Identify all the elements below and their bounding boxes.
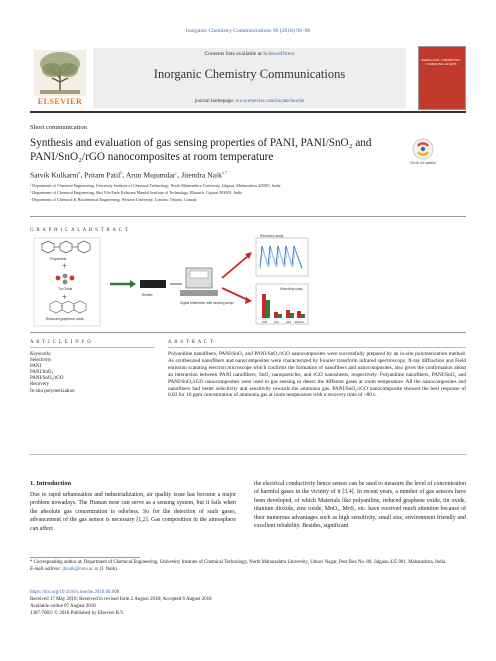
multimeter-icon bbox=[180, 268, 218, 296]
ga-label-polyaniline: Polyaniline bbox=[50, 257, 67, 261]
author-list: Satvik Kulkarni$^a$, Pritam Patil$^b$, Arun Mujumdar$^c$, Jitendra Naik$^{a,*}$ bbox=[30, 170, 228, 180]
contents-line bbox=[93, 51, 406, 57]
ga-plus-icon-2: + bbox=[62, 292, 68, 302]
ga-label-recovery: Recovery study bbox=[260, 234, 284, 238]
author-affiliation-mark[interactable]: a,* bbox=[221, 170, 228, 175]
keyword-item: Recovery bbox=[30, 382, 50, 388]
recovery-plot bbox=[256, 238, 308, 276]
ga-xtick: Ethanol bbox=[295, 321, 304, 324]
homepage-link[interactable]: www.elsevier.com/locate/inoche bbox=[235, 98, 305, 104]
abstract-text: Polyaniline nanofibers, PANI/SnO₂ and PANI/SnO₂/rGO nanocomposites were successfully prepared by an in-situ polymerization method. As synthesized nanofibers and nanocomposites were characterized by Fourier transform infrared spectroscopy, X-ray diffraction and Field emission scanning electron microscope which confirms the formation of nanofibers and nanocomposites, also gives the confirmation about an interaction between PANI nanofibers, SnO₂ nanoparticles, and rGO nanosheets, respectively. Polyaniline nanofibers, PANI/SnO₂ and PANI/SnO₂/rGO nanocomposites were used in gas sensing to detect the different gases at room temperature. All the nanocomposites and nanofibers had better selectivity and sensitivity towards the ammonia gas. PANI/SnO₂/rGO nanocomposite showed the best response of 0.83 for 10 ppm concentration of ammonia gas at room temperature with a recovery time of ~80 s. bbox=[168, 351, 466, 399]
ga-label-selectivity: Selectivity study bbox=[280, 287, 303, 291]
available-online: Available online 07 August 2018 bbox=[30, 604, 96, 610]
author-affiliation-mark[interactable]: b bbox=[120, 170, 123, 175]
keywords-block bbox=[30, 352, 75, 395]
keywords-label: Keywords: bbox=[30, 352, 52, 357]
title-line-2: PANI/SnO₂/rGO nanocomposites at room temperature bbox=[30, 151, 274, 163]
article-info-heading: A R T I C L E I N F O bbox=[30, 340, 92, 345]
affiliation-a: ᵃ Department of Chemical Engineering, University Institute of Chemical Technology, North Maharashtra University, Jalgaon, Maharashtra 425001, India bbox=[30, 183, 281, 188]
author-name[interactable]: Jitendra Naik bbox=[181, 170, 222, 180]
email-link[interactable]: jbnaik@nmu.ac.in bbox=[62, 566, 99, 572]
keyword-item: PANI/SnO₂/rGO bbox=[30, 376, 64, 382]
abstract-bottom-rule bbox=[30, 454, 466, 455]
affiliation-b: ᵇ Department of Chemical Engineering, Shri Vile Parle Kelavani Mandal Institute of Technology, Bharuch, Gujarat 392001, India bbox=[30, 190, 242, 195]
elsevier-wordmark: ELSEVIER bbox=[37, 97, 83, 106]
title-line-1: Synthesis and evaluation of gas sensing properties of PANI, PANI/SnO₂ and bbox=[30, 137, 372, 149]
check-for-updates-label: Check for updates bbox=[409, 161, 437, 165]
keyword-item: In-situ polymerization bbox=[30, 388, 75, 394]
introduction-column-1: Due to rapid urbanization and industrialization, air quality issue has become a major problem nowadays. The Human nose can serve as a sensing system, but it fails when the absolute gas concentration is odorless. So for the detection of such gases, advancement of the gas sensor is necessary [1,2]. Gas composition in the atmosphere can affect bbox=[30, 492, 236, 532]
ga-label-sensor: Emitter bbox=[142, 293, 153, 297]
author-name[interactable]: Pritam Patil bbox=[84, 170, 121, 180]
footnote-rule bbox=[30, 557, 140, 558]
doi-link[interactable]: https://doi.org/10.1016/j.inoche.2018.08.008 bbox=[30, 590, 120, 595]
ga-sensor-element bbox=[140, 280, 166, 288]
article-title bbox=[30, 136, 380, 164]
received-dates: Received 17 May 2018; Received in revised form 2 August 2018; Accepted 6 August 2018 bbox=[30, 597, 212, 603]
journal-cover-image[interactable] bbox=[418, 46, 466, 110]
author-affiliation-mark[interactable]: a bbox=[78, 170, 81, 175]
keyword-item: PANI bbox=[30, 364, 42, 370]
ga-label-tin-oxide: Tin Oxide bbox=[58, 287, 73, 291]
tin-oxide-structure bbox=[56, 274, 75, 285]
footnote-email-line bbox=[30, 567, 466, 574]
copyright-line: 1387-7003/ © 2018 Published by Elsevier B.V. bbox=[30, 611, 125, 617]
author-affiliation-mark[interactable]: c bbox=[175, 170, 178, 175]
abstract-rule bbox=[168, 347, 466, 348]
article-type: Short communication bbox=[30, 124, 87, 131]
homepage-prefix: journal homepage: bbox=[194, 98, 236, 104]
email-label: E-mail address: bbox=[30, 566, 63, 572]
article-info-divider bbox=[30, 332, 466, 333]
graphical-abstract-heading: G R A P H I C A L A B S T R A C T bbox=[30, 228, 129, 233]
header-divider bbox=[30, 111, 466, 113]
keyword-item: PANI/SnO₂ bbox=[30, 370, 54, 376]
contents-prefix: Contents lists available at bbox=[204, 51, 264, 57]
journal-homepage bbox=[93, 98, 406, 104]
author-name[interactable]: Satvik Kulkarni bbox=[30, 170, 79, 180]
ga-xtick: LPG bbox=[274, 321, 280, 324]
article-metadata bbox=[30, 589, 212, 617]
introduction-heading: 1. Introduction bbox=[30, 480, 72, 487]
journal-citation[interactable]: Inorganic Chemistry Communications 96 (2018) 90–96 bbox=[185, 28, 311, 34]
affiliation-c: ᶜ Department of Chemical & Biochemical Engineering, Western University, London, Ontario, Canada bbox=[30, 197, 197, 202]
keyword-item: Selectivity bbox=[30, 358, 52, 364]
graphical-abstract-figure[interactable] bbox=[30, 234, 460, 328]
ga-xtick: NH3 bbox=[262, 321, 268, 324]
ga-label-multimeter: Digital Multimeter with sensing setup bbox=[180, 301, 234, 305]
check-for-updates-icon[interactable] bbox=[412, 138, 434, 160]
footnote-text: * Corresponding author at: Department of Chemical Engineering, University Institute of Chemical Technology, North Maharashtra University, Umavi Nagar, Post Box No. 80, Jalgaon 425 001, Maharashtra, India. bbox=[30, 560, 447, 565]
journal-title[interactable]: Inorganic Chemistry Communications bbox=[153, 67, 346, 81]
corresponding-author-footnote bbox=[30, 560, 466, 573]
ga-label-rgo: Reduced graphene oxide bbox=[46, 317, 84, 321]
article-info-rule bbox=[30, 347, 155, 348]
introduction-column-2: the electrical conductivity hence sensor can be used to measure the level of concentration of harmful gases in the vicinity of it [3,4]. In recent years, a number of gas sensors have been developed, of which Materials like polyaniline, reduced graphene oxide, tin oxide, titanium dioxide, zinc oxide, MnO₂, MoS₂ etc. have received much attention because of their numerous advantages such as high sensitivity, small size, environment friendly and excellent reliability. Besides, significant bbox=[254, 481, 466, 530]
rgo-structure bbox=[50, 301, 86, 313]
email-suffix: (J. Naik). bbox=[98, 566, 118, 572]
cover-title-text: INORGANIC CHEMISTRY COMMUNICATIONS bbox=[421, 58, 461, 67]
ga-xtick: H2S bbox=[286, 321, 292, 324]
graphical-abstract-divider bbox=[30, 216, 466, 217]
abstract-heading: A B S T R A C T bbox=[168, 340, 214, 345]
author-name[interactable]: Arun Mujumdar bbox=[125, 170, 176, 180]
ga-plus-icon: + bbox=[62, 261, 68, 271]
sciencedirect-link[interactable]: ScienceDirect bbox=[263, 51, 295, 57]
polyaniline-structure bbox=[42, 241, 90, 253]
